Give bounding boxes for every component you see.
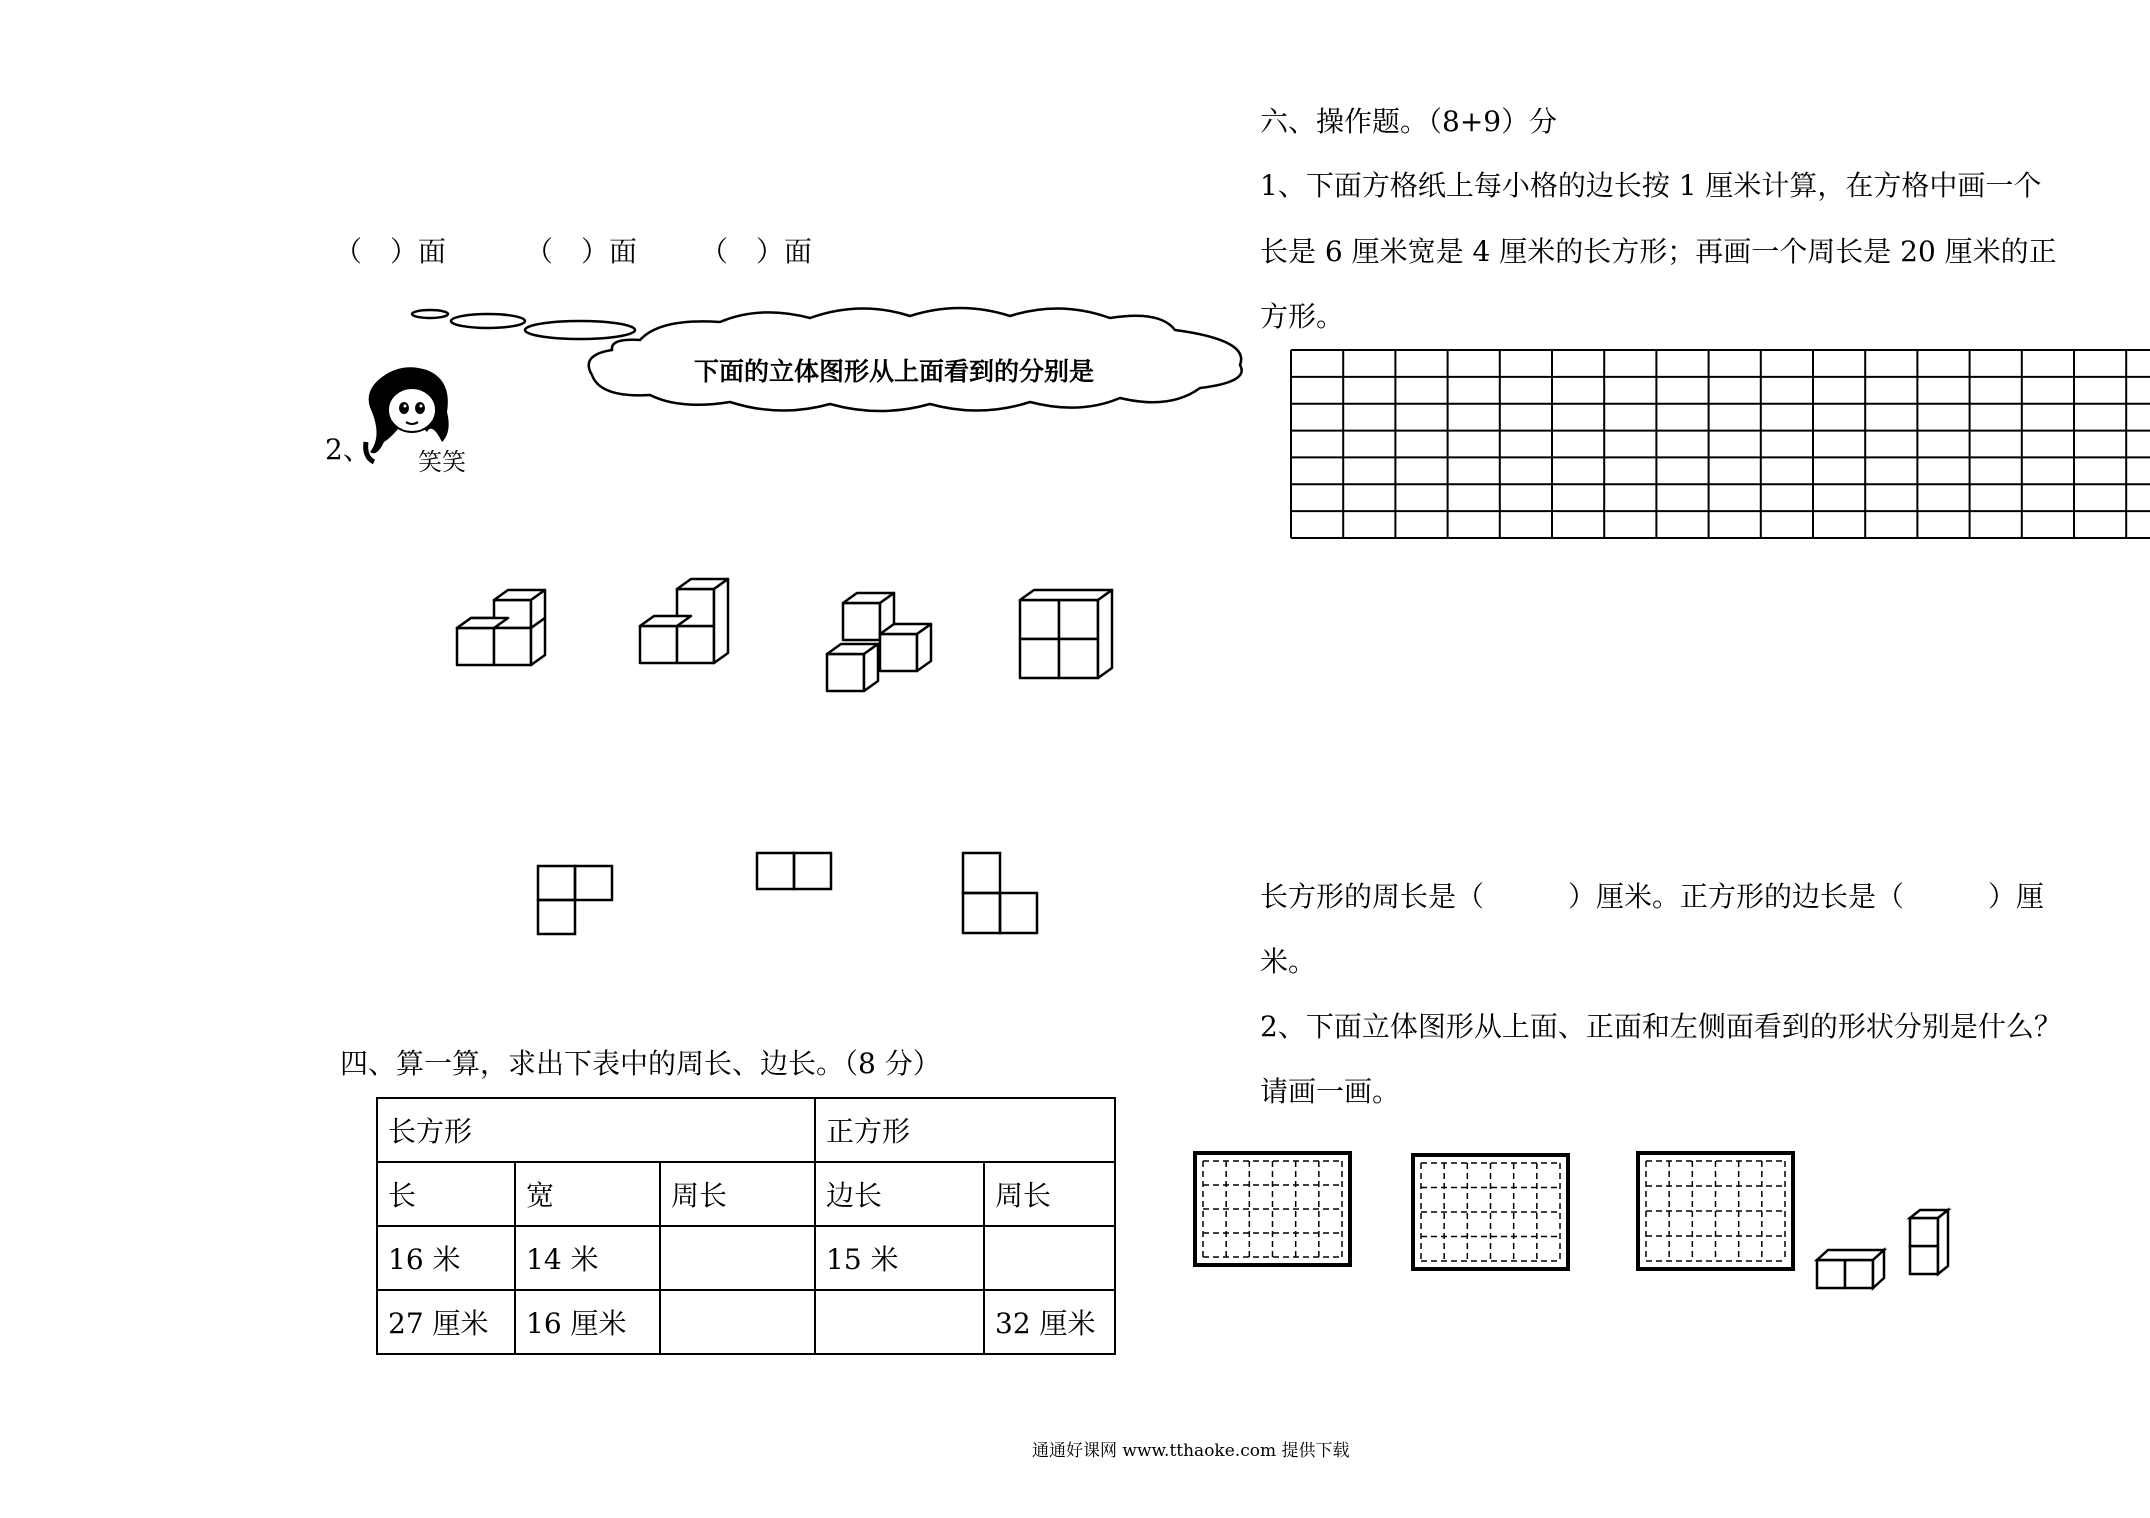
character-name: 笑笑 <box>418 448 466 476</box>
table-header: 边长 <box>815 1162 984 1226</box>
table-header: 周长 <box>984 1162 1115 1226</box>
table-cell: 32 厘米 <box>984 1290 1115 1354</box>
cube-figure-5 <box>1817 1210 1948 1288</box>
q1-answer-line-2: 米。 <box>1260 945 1317 978</box>
table-header: 长 <box>377 1162 515 1226</box>
table-cell: 14 米 <box>515 1226 660 1290</box>
table-header: 宽 <box>515 1162 660 1226</box>
table-header: 周长 <box>660 1162 815 1226</box>
blank-face-3: （ ）面 <box>700 235 813 268</box>
q1-answer-line-1: 长方形的周长是（ ）厘米。正方形的边长是（ ）厘 <box>1260 880 2045 913</box>
q1-line-3: 方形。 <box>1260 300 1345 333</box>
q2-line-1: 2、下面立体图形从上面、正面和左侧面看到的形状分别是什么？ <box>1260 1010 2062 1043</box>
question-2-number: 2、 <box>325 433 371 466</box>
table-group-rect: 长方形 <box>377 1098 815 1162</box>
q2-line-2: 请画一画。 <box>1260 1075 1401 1108</box>
table-cell: 16 米 <box>377 1226 515 1290</box>
table-cell: 16 厘米 <box>515 1290 660 1354</box>
section-4-title: 四、算一算，求出下表中的周长、边长。（8 分） <box>340 1047 941 1080</box>
drawing-box-2 <box>1413 1155 1568 1269</box>
q1-line-2: 长是 6 厘米宽是 4 厘米的长方形；再画一个周长是 20 厘米的正 <box>1260 235 2057 268</box>
table-group-square: 正方形 <box>815 1098 1115 1162</box>
table-cell: 15 米 <box>815 1226 984 1290</box>
blank-face-1: （ ）面 <box>334 235 447 268</box>
q1-line-1: 1、下面方格纸上每小格的边长按 1 厘米计算，在方格中画一个 <box>1260 169 2042 202</box>
blank-face-2: （ ）面 <box>525 235 638 268</box>
speech-bubble-text: 下面的立体图形从上面看到的分别是 <box>694 357 1095 386</box>
table-cell: 27 厘米 <box>377 1290 515 1354</box>
drawing-box-3 <box>1638 1153 1793 1269</box>
footer-text: 通通好课网 www.tthaoke.com 提供下载 <box>1032 1441 1350 1461</box>
drawing-box-1 <box>1195 1153 1350 1265</box>
section-6-title: 六、操作题。（8+9）分 <box>1260 105 1558 138</box>
